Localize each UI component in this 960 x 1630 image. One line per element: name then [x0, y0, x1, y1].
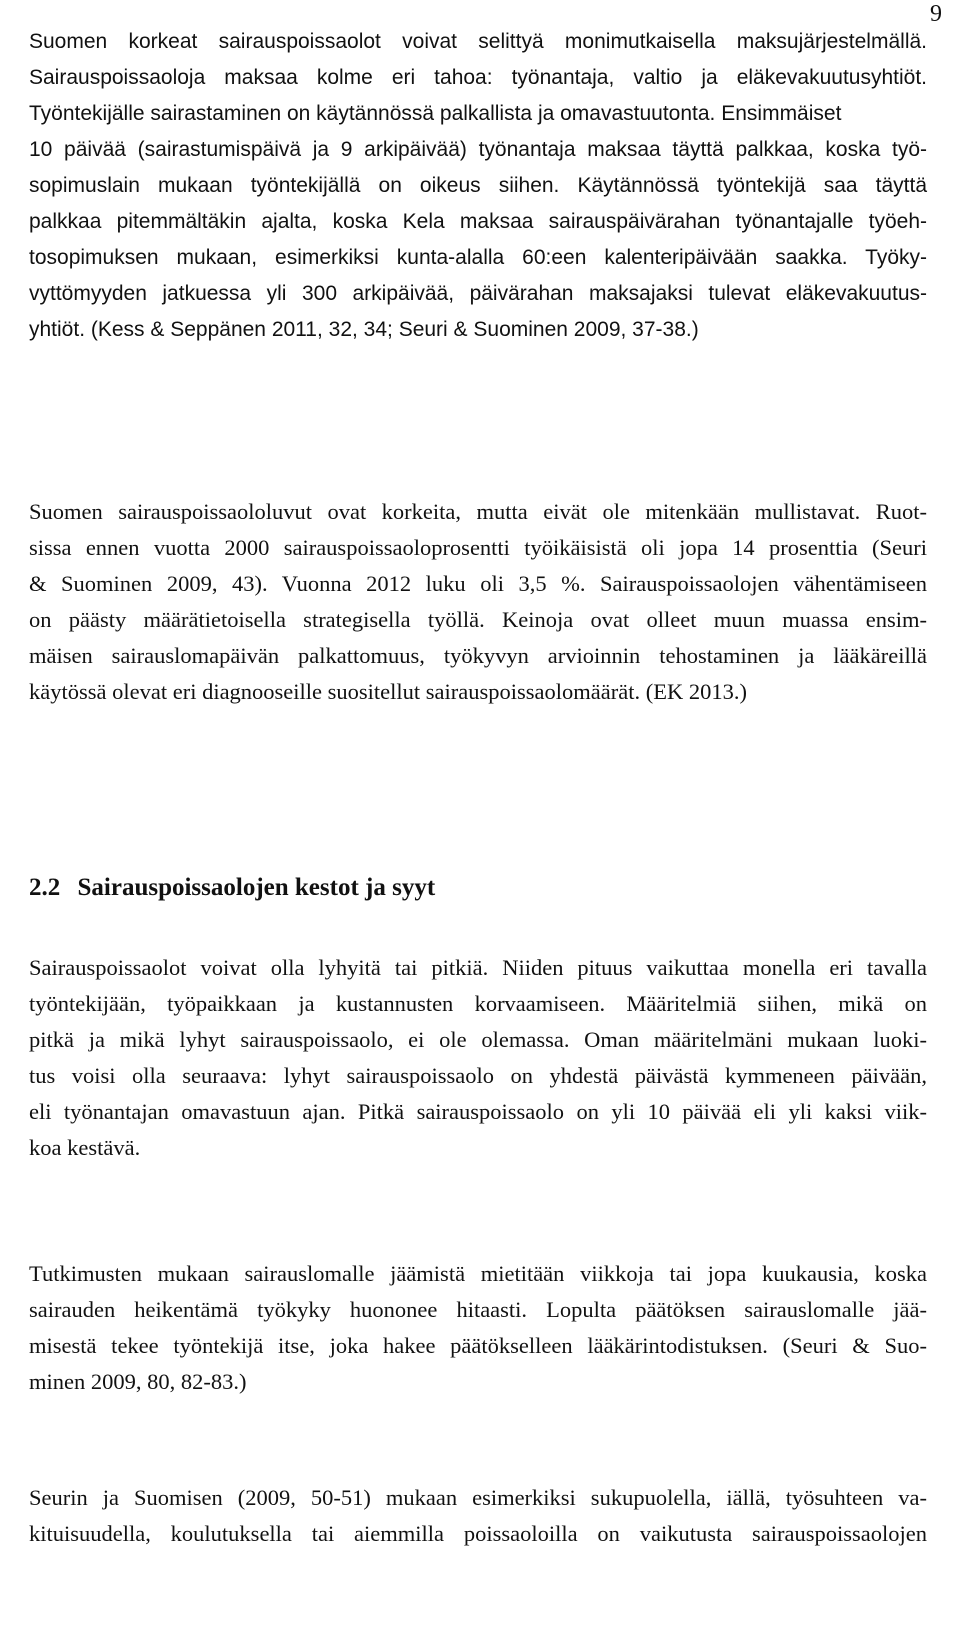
text-line: käytössä olevat eri diagnooseille suositellut sairauspoissaolomäärät. (EK 2013.) — [29, 679, 747, 704]
text-line: misestä tekee työntekijä itse, joka hakee päätökselleen lääkärintodistuksen. (Seuri & Suo- — [29, 1333, 927, 1358]
text-line: eli työnantajan omavastuun ajan. Pitkä sairauspoissaolo on yli 10 päivää eli yli kaksi viik- — [29, 1099, 927, 1124]
text-line: & Suominen 2009, 43). Vuonna 2012 luku oli 3,5 %. Sairauspoissaolojen vähentämiseen — [29, 571, 927, 596]
text-line: yhtiöt. (Kess & Seppänen 2011, 32, 34; Seuri & Suominen 2009, 37-38.) — [29, 318, 699, 341]
text-line: Tutkimusten mukaan sairauslomalle jäämistä mietitään viikkoja tai jopa kuukausia, koska — [29, 1261, 927, 1286]
paragraph-1 — [29, 24, 927, 348]
text-line: tosopimuksen mukaan, esimerkiksi kunta-alalla 60:een kalenteripäivään saakka. Työky- — [29, 246, 927, 269]
text-line: vyttömyyden jatkuessa yli 300 arkipäivää, päivärahan maksajaksi tulevat eläkevakuutus- — [29, 282, 927, 305]
section-heading — [29, 870, 435, 906]
paragraph-3 — [29, 950, 927, 1166]
text-line: tus voisi olla seuraava: lyhyt sairauspoissaolo on yhdestä päivästä kymmeneen päivään, — [29, 1063, 927, 1088]
section-number: 2.2 — [29, 874, 61, 901]
text-line: pitkä ja mikä lyhyt sairauspoissaolo, ei ole olemassa. Oman määritelmäni mukaan luoki- — [29, 1027, 927, 1052]
paragraph-2 — [29, 494, 927, 710]
text-line: Suomen korkeat sairauspoissaolot voivat selittyä monimutkaisella maksujärjestelmällä. — [29, 30, 927, 53]
page-number: 9 — [930, 1, 942, 27]
text-line: mäisen sairauslomapäivän palkattomuus, työkyvyn arvioinnin tehostaminen ja lääkäreillä — [29, 643, 927, 668]
text-line: sissa ennen vuotta 2000 sairauspoissaoloprosentti työikäisistä oli jopa 14 prosenttia (Seuri — [29, 535, 927, 560]
text-line: palkkaa pitemmältäkin ajalta, koska Kela maksaa sairauspäivärahan työnantajalle työeh- — [29, 210, 927, 233]
text-line: Sairauspoissaolot voivat olla lyhyitä tai pitkiä. Niiden pituus vaikuttaa monella eri tavalla — [29, 955, 927, 980]
text-line: Seurin ja Suomisen (2009, 50-51) mukaan esimerkiksi sukupuolella, iällä, työsuhteen va- — [29, 1485, 927, 1510]
paragraph-5 — [29, 1480, 927, 1552]
paragraph-4 — [29, 1256, 927, 1400]
text-line: Sairauspoissaoloja maksaa kolme eri tahoa: työnantaja, valtio ja eläkevakuutusyhtiöt. — [29, 66, 927, 89]
text-line: sairauden heikentämä työkyky huononee hitaasti. Lopulta päätöksen sairauslomalle jää- — [29, 1297, 927, 1322]
text-line: minen 2009, 80, 82-83.) — [29, 1369, 247, 1394]
text-line: Suomen sairauspoissaololuvut ovat korkeita, mutta eivät ole mitenkään mullistavat. Ruot- — [29, 499, 927, 524]
text-line: kituisuudella, koulutuksella tai aiemmilla poissaoloilla on vaikutusta sairauspoissaolojen — [29, 1521, 927, 1546]
text-line: työntekijään, työpaikkaan ja kustannusten korvaamiseen. Määritelmiä siihen, mikä on — [29, 991, 927, 1016]
text-line: Työntekijälle sairastaminen on käytännössä palkallista ja omavastuutonta. Ensimmäiset — [29, 102, 842, 125]
text-line: sopimuslain mukaan työntekijällä on oikeus siihen. Käytännössä työntekijä saa täyttä — [29, 174, 927, 197]
section-title: Sairauspoissaolojen kestot ja syyt — [77, 874, 436, 901]
text-line: koa kestävä. — [29, 1135, 141, 1160]
text-line: 10 päivää (sairastumispäivä ja 9 arkipäivää) työnantaja maksaa täyttä palkkaa, koska työ- — [29, 138, 927, 161]
text-line: on päästy määrätietoisella strategisella työllä. Keinoja ovat olleet muun muassa ensim- — [29, 607, 927, 632]
